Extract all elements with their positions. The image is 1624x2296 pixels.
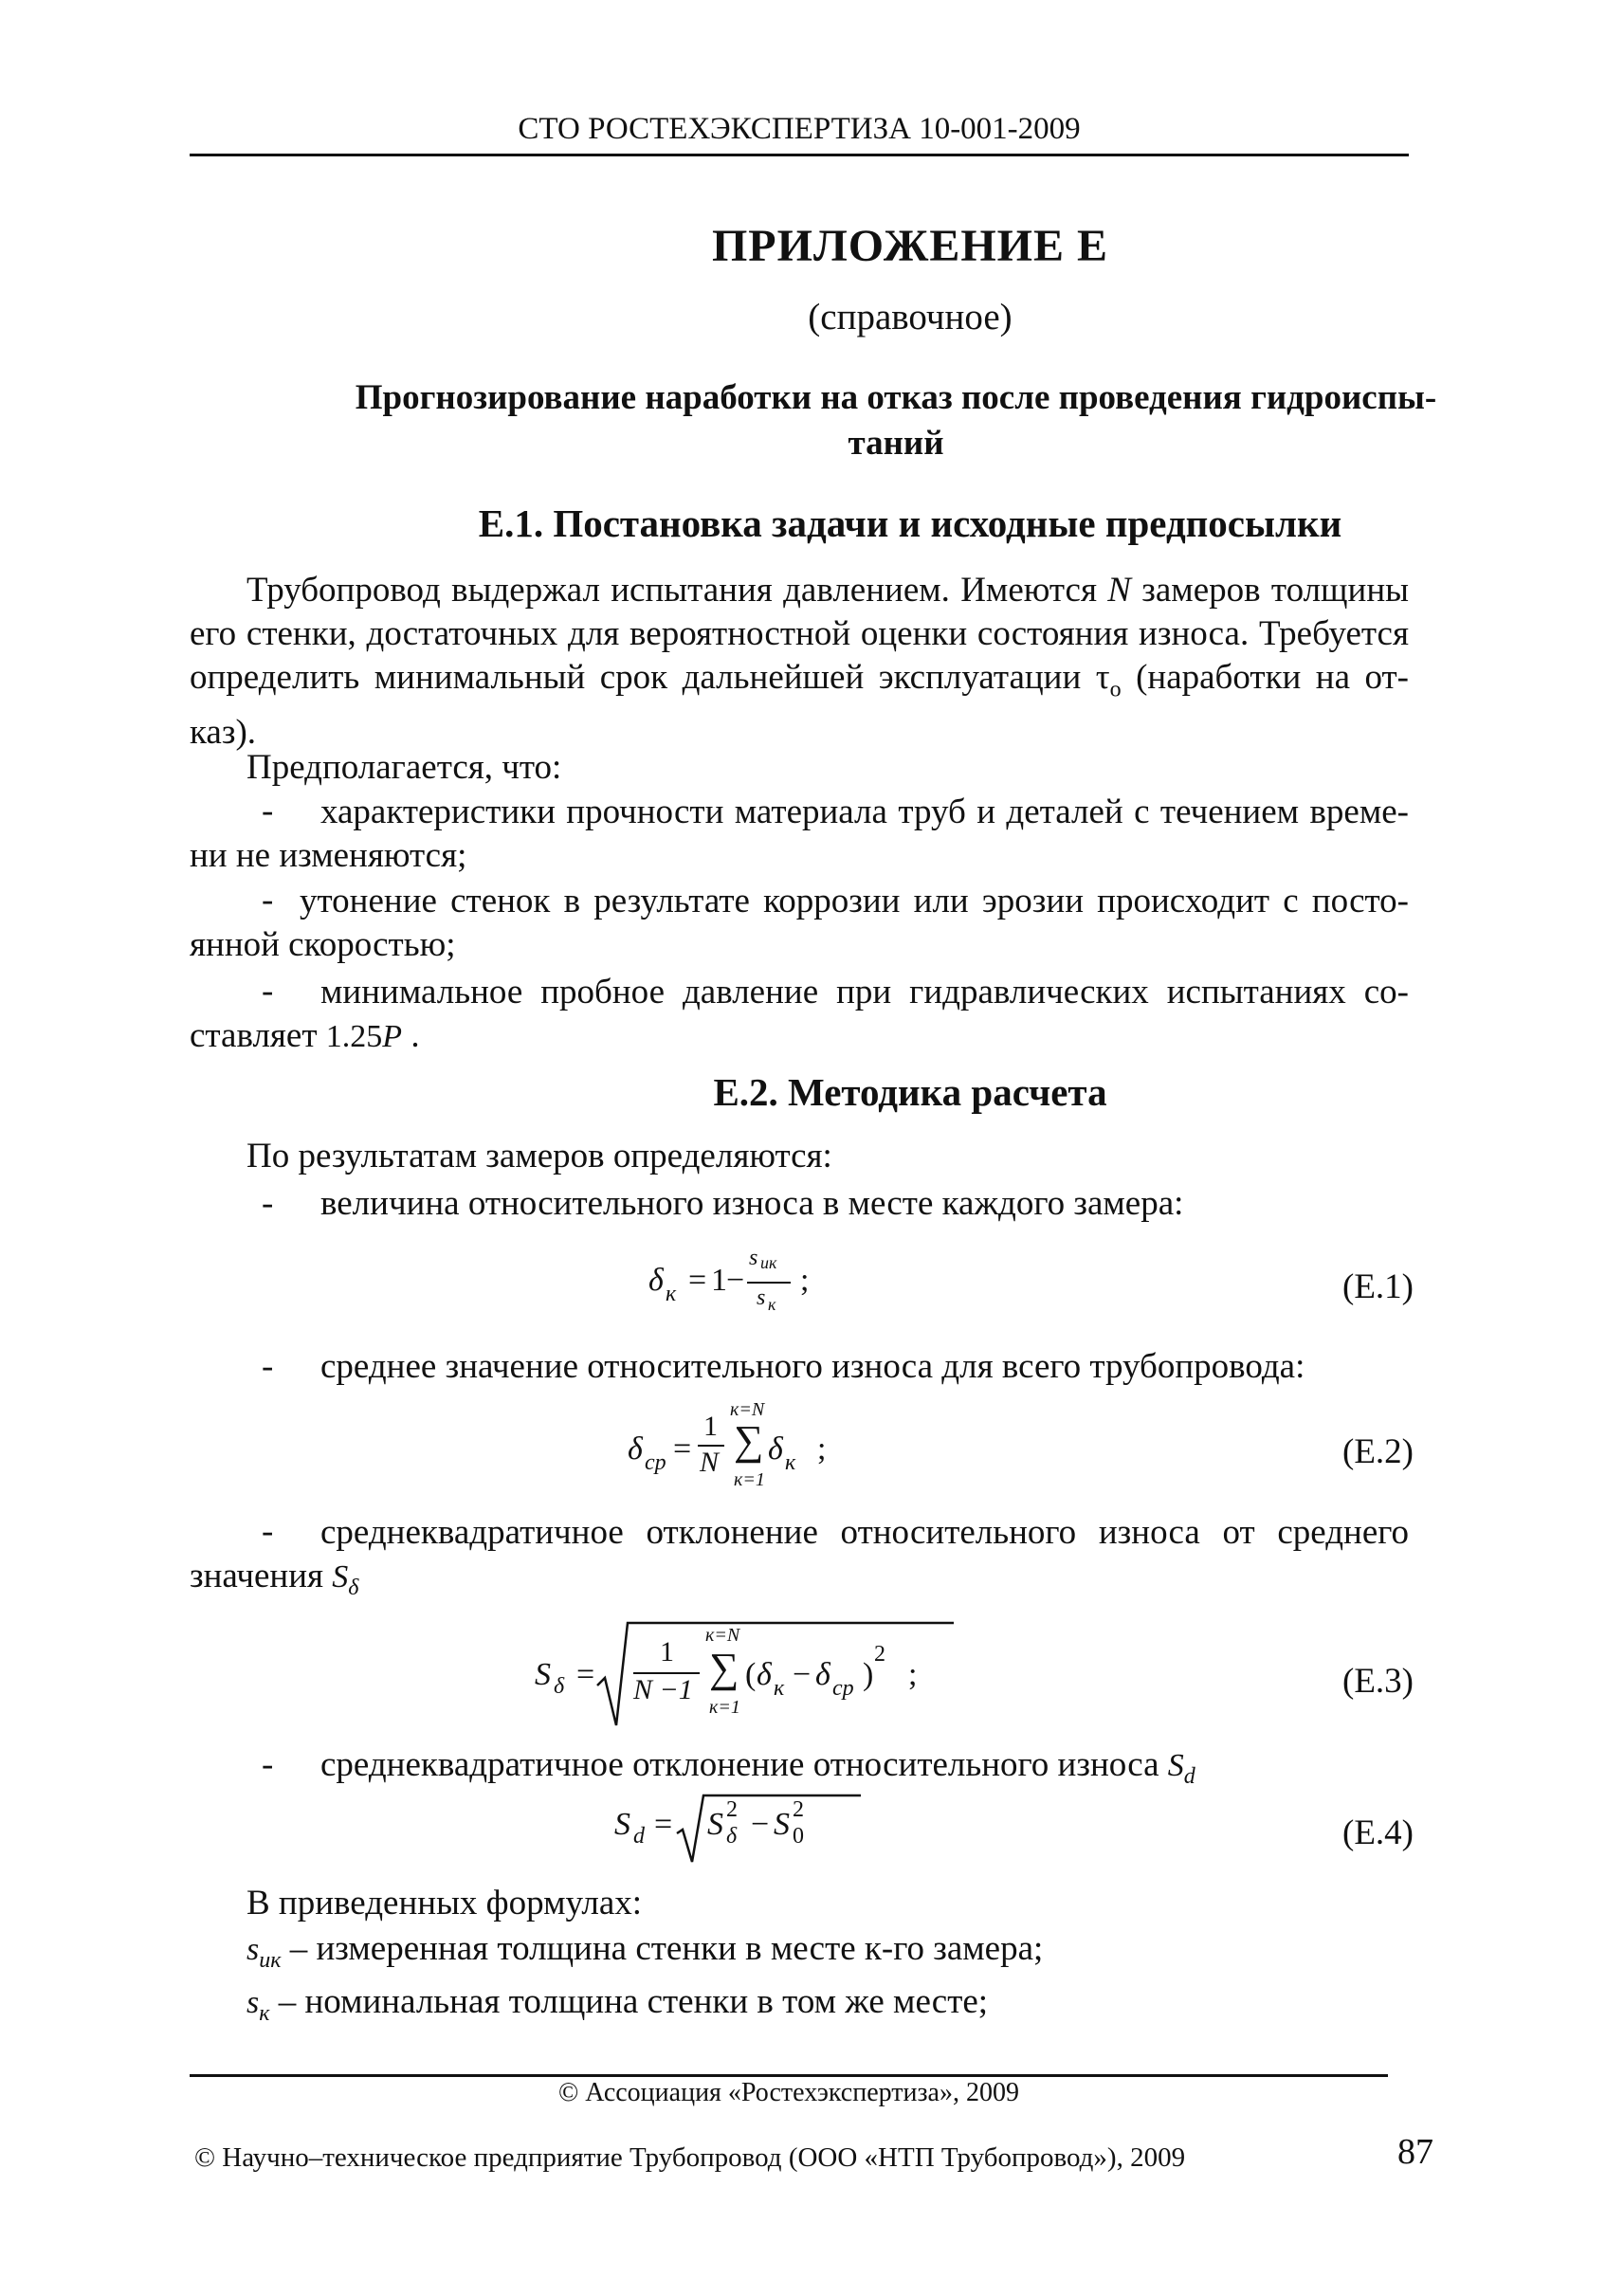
bullet-dash: - [262,1512,274,1551]
equation-number-e4: (E.4) [1342,1813,1414,1852]
legend-symbol: $s_{ик}$ [246,1932,282,1973]
bullet-dash: - [262,1745,274,1784]
bullet-dash: - [262,1184,274,1223]
bullet-dash: - [262,1347,274,1386]
legend-item: $s_к$ – номинальная толщина стенки в том же месте; [246,1982,989,2026]
bullet-item: утонение стенок в результате коррозии или эрозии происходит с посто- янной скоростью; [190,882,1409,964]
appendix-subtitle: (справочное) [808,297,1013,337]
section-e1-title: Е.1. Постановка задачи и исходные предпосылки [478,501,1342,545]
paragraph-line: Трубопровод выдержал испытания давлением. Имеются N замеров толщины [246,571,1409,610]
footer-association: © Ассоциация «Ростехэкспертиза», 2009 [558,2078,1019,2107]
tau-symbol: $\tau_o$ [1095,658,1122,702]
bullet-dash: - [262,792,274,830]
footer-company: © Научно–техническое предприятие Трубопровод (ООО «НТП Трубопровод»), 2009 [194,2142,1186,2173]
sqrt-sign-e4 [675,1792,865,1868]
legend-intro: В приведенных формулах: [246,1884,643,1922]
section-e2-intro: По результатам замеров определяются: [246,1137,832,1175]
footer-rule [190,2074,1388,2077]
formula-e2: δ cp = 1 N к=N ∑ к=1 δ к ; [628,1399,827,1490]
formula-e4: S d = S 2 δ − S 2 0 [614,1792,861,1868]
bullet-dash: - [262,972,274,1011]
assumptions-intro: Предполагается, что: [246,748,562,787]
paragraph-line: его стенки, достаточных для вероятностной оценки состояния износа. Требуется [190,614,1409,653]
page-number: 87 [1397,2132,1433,2172]
s-d-symbol: $S_d$ [1167,1748,1195,1789]
s-delta-symbol: $S_\delta$ [332,1559,359,1600]
equation-number-e2: (E.2) [1342,1432,1414,1471]
bullet-item: минимальное пробное давление при гидравлических испытаниях со- ставляет 1.25P . [190,973,1409,1055]
formula-e3: S δ = 1 N −1 к=N ∑ к=1 ( δ к − δ cp ) 2 ; [535,1619,971,1733]
legend-symbol: $s_к$ [246,1985,270,2026]
bullet-item: характеристики прочности материала труб и деталей с течением време- ни не изменяются; [190,793,1409,875]
paragraph-line: каз). [190,713,257,753]
formula-e1: δ к = 1 − s ик s к ; [648,1246,810,1314]
page-title-line2: таний [848,424,944,463]
legend-item: $s_{ик}$ – измеренная толщина стенки в месте к-го замера; [246,1929,1044,1973]
section-e1-paragraph [190,569,1409,755]
bullet-dash: - [262,881,274,920]
section-e2-title: Е.2. Методика расчета [713,1070,1107,1114]
paragraph-line: определить минимальный срок дальнейшей эксплуатации $\tau_o$ (наработки на от- [190,658,1409,702]
item-std-deviation: среднеквадратичное отклонение относительного износа $S_d$ [320,1745,1195,1789]
item-std-deviation-from-mean: среднеквадратичное отклонение относительного износа от среднего значения $S_\delta$ [190,1513,1409,1600]
appendix-title: ПРИЛОЖЕНИЕ Е [711,221,1109,271]
page-title [313,375,1479,466]
equation-number-e3: (E.3) [1342,1662,1414,1701]
header-rule [190,154,1409,156]
item-relative-wear: величина относительного износа в месте каждого замера: [320,1184,1184,1223]
item-mean-wear: среднее значение относительного износа для всего трубопровода: [320,1347,1305,1386]
page-title-line1: Прогнозирование наработки на отказ после проведения гидроиспы- [355,378,1437,417]
equation-number-e1: (E.1) [1342,1267,1414,1306]
document-header: СТО РОСТЕХЭКСПЕРТИЗА 10-001-2009 [518,112,1081,146]
